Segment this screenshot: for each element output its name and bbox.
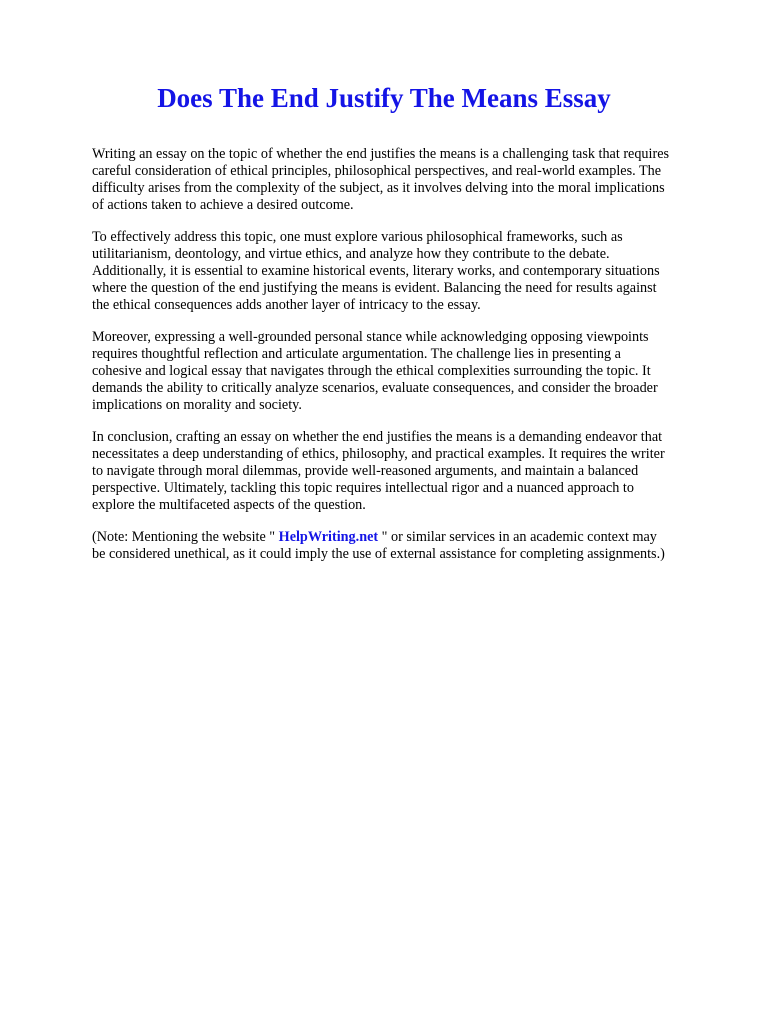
document-title: Does The End Justify The Means Essay — [157, 83, 611, 113]
paragraph-line: necessitates a deep understanding of ethics, philosophy, and practical examples. It requires the writer — [92, 446, 665, 462]
note-paragraph — [92, 529, 732, 563]
paragraph-3 — [92, 329, 732, 414]
paragraph-2 — [92, 229, 732, 314]
paragraph-line: utilitarianism, deontology, and virtue ethics, and analyze how they contribute to the debate. — [92, 246, 610, 262]
paragraph-line: to navigate through moral dilemmas, provide well-reasoned arguments, and maintain a balanced — [92, 463, 639, 479]
paragraph-line: implications on morality and society. — [92, 397, 302, 413]
paragraph-line: Additionally, it is essential to examine historical events, literary works, and contemporary situations — [92, 263, 660, 279]
paragraph-line: perspective. Ultimately, tackling this topic requires intellectual rigor and a nuanced approach to — [92, 480, 634, 496]
paragraph-line: requires thoughtful reflection and articulate argumentation. The challenge lies in presenting a — [92, 346, 621, 362]
paragraph-4 — [92, 429, 732, 514]
paragraph-line: of actions taken to achieve a desired outcome. — [92, 197, 354, 213]
paragraph-line: demands the ability to critically analyze scenarios, evaluate consequences, and consider the broader — [92, 380, 658, 396]
paragraph-line: difficulty arises from the complexity of the subject, as it involves delving into the moral implications — [92, 180, 665, 196]
paragraph-line: To effectively address this topic, one must explore various philosophical frameworks, such as — [92, 229, 623, 245]
note-line-2: be considered unethical, as it could imply the use of external assistance for completing assignments.) — [92, 546, 665, 562]
helpwriting-link[interactable]: HelpWriting.net — [278, 529, 379, 545]
paragraph-line: explore the multifaceted aspects of the question. — [92, 497, 366, 513]
paragraph-line: the ethical consequences adds another layer of intricacy to the essay. — [92, 297, 481, 313]
paragraph-1 — [92, 146, 732, 214]
note-text-before-link: (Note: Mentioning the website " — [92, 529, 279, 545]
paragraph-line: careful consideration of ethical principles, philosophical perspectives, and real-world examples. The — [92, 163, 662, 179]
note-line-1 — [92, 529, 732, 546]
document-body — [92, 146, 732, 578]
paragraph-line: Moreover, expressing a well-grounded personal stance while acknowledging opposing viewpoints — [92, 329, 649, 345]
paragraph-line: Writing an essay on the topic of whether the end justifies the means is a challenging task that requires — [92, 146, 670, 162]
paragraph-line: where the question of the end justifying the means is evident. Balancing the need for results against — [92, 280, 657, 296]
paragraph-line: cohesive and logical essay that navigates through the ethical complexities surrounding the topic. It — [92, 363, 651, 379]
note-text-after-link: " or similar services in an academic context may — [378, 529, 657, 545]
paragraph-line: In conclusion, crafting an essay on whether the end justifies the means is a demanding endeavor that — [92, 429, 663, 445]
